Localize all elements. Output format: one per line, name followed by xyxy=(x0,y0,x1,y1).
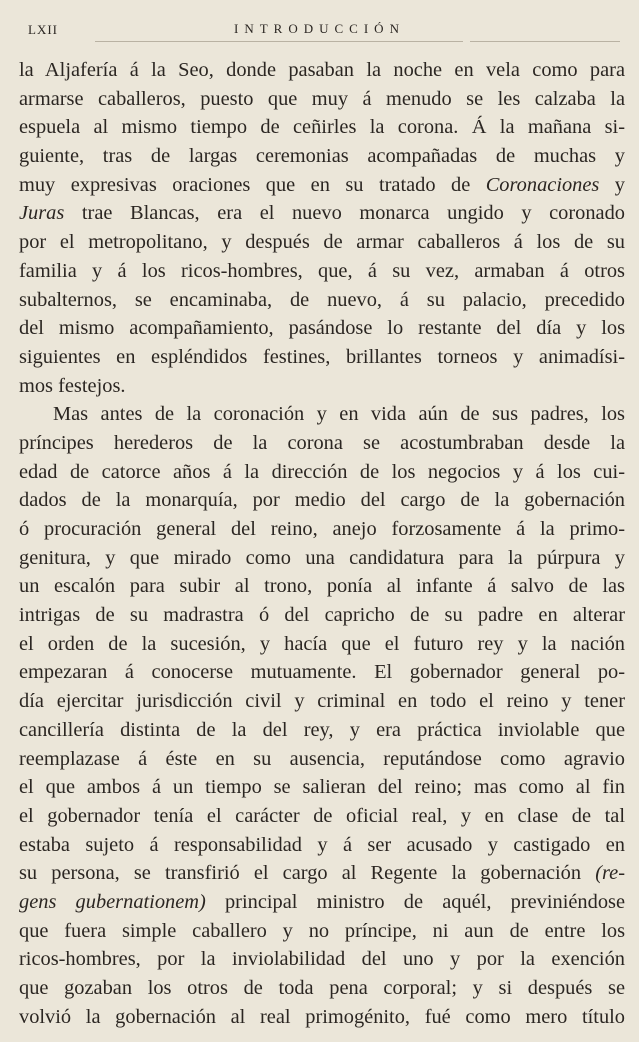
header-rule xyxy=(95,41,463,42)
text-segment: armarse caballeros, puesto que muy á menudo se les calzaba la xyxy=(19,87,625,110)
text-line xyxy=(19,171,625,200)
text-line xyxy=(19,544,625,573)
text-line xyxy=(19,486,625,515)
text-segment: día ejercitar jurisdicción civil y criminal en todo el reino y tener xyxy=(19,690,625,713)
text-line xyxy=(19,917,625,946)
text-line xyxy=(19,458,625,487)
text-line xyxy=(19,802,625,831)
text-line xyxy=(19,429,625,458)
text-line xyxy=(19,716,625,745)
header-rule xyxy=(470,41,620,42)
text-line xyxy=(19,1003,625,1032)
text-line xyxy=(19,343,625,372)
text-segment: su persona, se transfirió el cargo al Regente la gobernación xyxy=(19,862,596,885)
text-line xyxy=(19,745,625,774)
text-line xyxy=(19,687,625,716)
text-segment: genitura, y que mirado como una candidatura para la púrpura y xyxy=(19,546,625,569)
body-text xyxy=(19,56,625,1031)
text-segment: el que ambos á un tiempo se salieran del reino; mas como al fin xyxy=(19,776,625,799)
text-segment: trae Blancas, era el nuevo monarca ungido y coronado xyxy=(64,202,625,225)
text-segment: empezaran á conocerse mutuamente. El gobernador general po- xyxy=(19,661,625,684)
italic-text: Coronaciones xyxy=(485,173,600,196)
text-line xyxy=(19,85,625,114)
text-line xyxy=(19,113,625,142)
text-segment: muy expresivas oraciones que en su tratado de xyxy=(19,173,486,196)
italic-text: Juras xyxy=(19,202,65,225)
text-segment: intrigas de su madrastra ó del capricho de su padre en alterar xyxy=(19,604,625,627)
text-segment: estaba sujeto á responsabilidad y á ser acusado y castigado en xyxy=(19,833,625,856)
text-segment: la Aljafería á la Seo, donde pasaban la noche en vela como para xyxy=(19,59,625,81)
text-segment: dados de la monarquía, por medio del cargo de la gobernación xyxy=(19,489,625,512)
text-line xyxy=(19,400,625,429)
text-segment: príncipes herederos de la corona se acostumbraban desde la xyxy=(19,431,625,454)
text-segment: el gobernador tenía el carácter de oficial real, y en clase de tal xyxy=(19,804,625,827)
text-segment: que fuera simple caballero y no príncipe, ni aun de entre los xyxy=(19,919,625,942)
text-segment: familia y á los ricos-hombres, que, á su vez, armaban á otros xyxy=(19,259,625,282)
text-segment: subalternos, se encaminaba, de nuevo, á su palacio, precedido xyxy=(19,288,625,311)
text-segment: principal ministro de aquél, previniéndose xyxy=(205,890,626,913)
page-number: LXII xyxy=(28,22,58,37)
text-segment: un escalón para subir al trono, ponía al infante á salvo de las xyxy=(19,575,625,598)
text-segment: guiente, tras de largas ceremonias acompañadas de muchas y xyxy=(19,145,625,168)
text-line xyxy=(19,257,625,286)
running-title: INTRODUCCIÓN xyxy=(234,21,405,36)
text-segment: Mas antes de la coronación y en vida aún de sus padres, los xyxy=(53,403,625,426)
italic-text: (re- xyxy=(595,862,625,885)
page-header xyxy=(0,0,639,60)
text-line xyxy=(19,314,625,343)
text-line xyxy=(19,372,625,401)
text-line xyxy=(19,286,625,315)
text-line xyxy=(19,572,625,601)
text-segment: ó procuración general del reino, anejo forzosamente á la primo- xyxy=(19,518,625,540)
text-line xyxy=(19,658,625,687)
text-line xyxy=(19,228,625,257)
text-line xyxy=(19,859,625,888)
text-segment: que gozaban los otros de toda pena corporal; y si después se xyxy=(19,977,625,999)
text-segment: ricos-hombres, por la inviolabilidad del uno y por la exención xyxy=(19,948,625,971)
text-line xyxy=(19,56,625,85)
text-line xyxy=(19,199,625,228)
text-segment: siguientes en espléndidos festines, brillantes torneos y animadísi- xyxy=(19,345,625,368)
text-line xyxy=(19,974,625,1003)
text-segment: el orden de la sucesión, y hacía que el futuro rey y la nación xyxy=(19,632,625,655)
text-line xyxy=(19,888,625,917)
text-segment: edad de catorce años á la dirección de los negocios y á los cui- xyxy=(19,460,625,483)
text-line xyxy=(19,831,625,860)
text-segment: cancillería distinta de la del rey, y era práctica inviolable que xyxy=(19,718,625,741)
italic-text: gens gubernationem) xyxy=(19,890,206,913)
text-segment: del mismo acompañamiento, pasándose lo restante del día y los xyxy=(19,317,625,340)
text-line xyxy=(19,515,625,544)
text-line xyxy=(19,945,625,974)
text-segment: volvió la gobernación al real primogénito, fué como mero título xyxy=(19,1005,625,1028)
text-segment: reemplazase á éste en su ausencia, reputándose como agravio xyxy=(19,747,625,770)
text-line xyxy=(19,773,625,802)
text-line xyxy=(19,601,625,630)
text-line xyxy=(19,630,625,659)
text-segment: espuela al mismo tiempo de ceñirles la corona. Á la mañana si- xyxy=(19,116,625,139)
text-segment: por el metropolitano, y después de armar caballeros á los de su xyxy=(19,231,625,254)
text-line xyxy=(19,142,625,171)
text-segment: mos festejos. xyxy=(19,374,126,397)
text-segment: y xyxy=(599,173,626,196)
